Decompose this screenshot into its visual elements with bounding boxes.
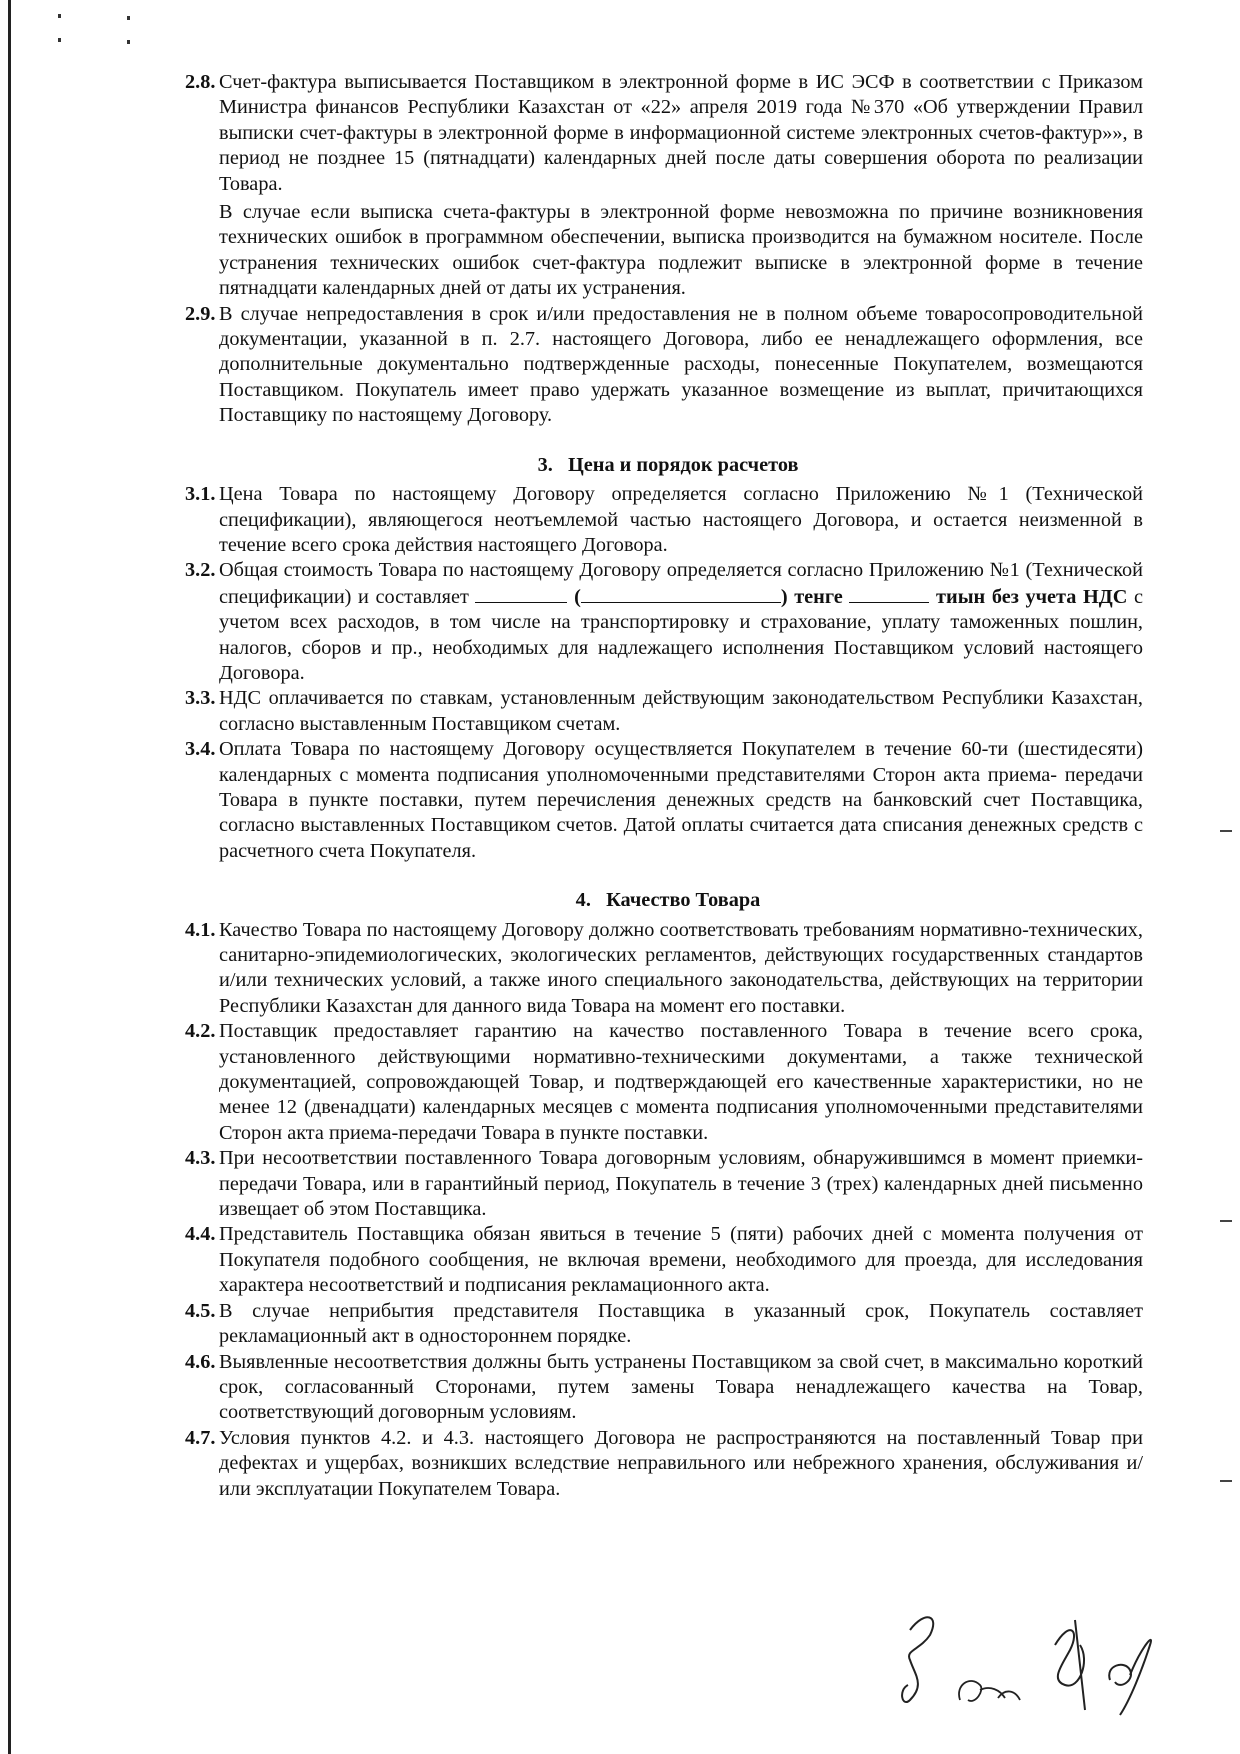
clause-number: 4.3. xyxy=(185,1147,216,1170)
clause-text: В случае если выписка счета-фактуры в электронной форме невозможна по причине возникновения технических ошибок в программном обеспечении, выписка производится на бумажном носителе. После устранения технических ошибок счет-фактура подлежит выписке в электронной форме в течение пятнадцати календарных дней от даты их устранения. xyxy=(219,201,1143,300)
tiyn-blank xyxy=(849,584,929,603)
clause-4-2 xyxy=(185,1019,1143,1146)
scan-mark xyxy=(1220,1220,1232,1222)
amount-words-blank xyxy=(581,584,781,603)
clause-2-9 xyxy=(185,302,1143,429)
scan-mark xyxy=(1220,1480,1232,1482)
clause-text-part: с учетом всех расходов, в том числе на транспортировку и страхование, уплату таможенных пошлин, налогов, сборов и пр., необходимых для надлежащего исполнения Поставщиком условий настоящего Договора. xyxy=(219,585,1143,684)
contract-text xyxy=(185,70,1143,1502)
scan-mark xyxy=(127,16,130,20)
clause-2-8 xyxy=(185,70,1143,302)
clause-3-2 xyxy=(185,558,1143,686)
scan-mark xyxy=(58,38,61,42)
handwritten-signatures xyxy=(880,1590,1180,1730)
clause-text: Выявленные несоответствия должны быть устранены Поставщиком за свой счет, в максимально короткий срок, согласованный Сторонами, путем замены Товара ненадлежащего качества на Товар, соответствующий договорным условиям. xyxy=(219,1350,1143,1424)
clause-number: 2.9. xyxy=(185,302,216,325)
clause-4-7 xyxy=(185,1426,1143,1502)
scan-mark xyxy=(58,14,61,18)
clause-number: 4.2. xyxy=(185,1020,216,1043)
clause-text: Поставщик предоставляет гарантию на качество поставленного Товара в течение всего срока, установленного действующими нормативно-техническими документами, а также технической документацией, сопровождающей Товар, и подтверждающей его качественные характеристики, но не менее 12 (двенадцати) календарных месяцев с момента подписания уполномоченными представителями Сторон акта приема-передачи Товара в пункте поставки. xyxy=(219,1020,1143,1144)
clause-text xyxy=(219,558,1143,686)
clause-4-3 xyxy=(185,1146,1143,1222)
section-heading-3: 3. Цена и порядок расчетов xyxy=(537,453,799,476)
clause-3-4 xyxy=(185,737,1143,864)
clause-text: Цена Товара по настоящему Договору определяется согласно Приложению №1 (Технической спецификации), являющегося неотъемлемой частью настоящего Договора, и остается неизменной в течение всего срока действия настоящего Договора. xyxy=(219,483,1143,556)
clause-number: 3.3. xyxy=(185,687,216,710)
clause-number: 4.7. xyxy=(185,1426,216,1449)
clause-4-4 xyxy=(185,1222,1143,1298)
clause-number: 4.4. xyxy=(185,1223,216,1246)
clause-number: 3.1. xyxy=(185,483,216,506)
clause-4-6 xyxy=(185,1350,1143,1426)
clause-text: Оплата Товара по настоящему Договору осуществляется Покупателем в течение 60-ти (шестидесяти) календарных с момента подписания уполномоченными представителями Сторон акта приема- передачи Товара в пункте поставки, путем перечисления денежных средств на банковский счет Поставщика, согласно выставленных Поставщиком счетов. Датой оплаты считается дата списания денежных средств с расчетного счета Покупателя. xyxy=(219,738,1143,862)
clause-text: Счет-фактура выписывается Поставщиком в электронной форме в ИС ЭСФ в соответствии с Приказом Министра финансов Республики Казахстан от «22» апреля 2019 года №370 «Об утверждении Правил выписки счет-фактуры в электронной форме в информационной системе электронных счетов-фактур»», в период не позднее 15 (пятнадцати) календарных дней после даты совершения оборота по реализации Товара. xyxy=(219,71,1143,195)
clause-3-3 xyxy=(185,686,1143,737)
clause-text: НДС оплачивается по ставкам, установленным действующим законодательством Республики Казахстан, согласно выставленным Поставщиком счетам. xyxy=(219,687,1143,735)
clause-number: 2.8. xyxy=(185,71,216,93)
currency-label: ) тенге xyxy=(780,585,843,608)
scan-margin-line xyxy=(8,0,11,1754)
clause-text: В случае непредоставления в срок и/или предоставления не в полном объеме товаросопроводительной документации, указанной в п. 2.7. настоящего Договора, либо ее ненадлежащего оформления, все дополнительные документально подтвержденные расходы, понесенные Покупателем, возмещаются Поставщиком. Покупатель имеет право удержать указанное возмещение из выплат, причитающихся Поставщику по настоящему Договору. xyxy=(219,302,1143,427)
clause-text: При несоответствии поставленного Товара договорным условиям, обнаружившимся в момент приемки-передачи Товара, или в гарантийный период, Покупатель в течение 3 (трех) календарных дней письменно извещает об этом Поставщика. xyxy=(219,1147,1143,1221)
amount-blank xyxy=(475,584,567,603)
clause-4-1 xyxy=(185,918,1143,1020)
scan-mark xyxy=(1220,830,1232,832)
clause-number: 4.6. xyxy=(185,1350,216,1373)
clause-number: 3.2. xyxy=(185,559,216,582)
paren-open: ( xyxy=(574,585,581,608)
clause-number: 4.5. xyxy=(185,1299,216,1322)
clause-number: 4.1. xyxy=(185,918,216,941)
clause-number: 3.4. xyxy=(185,738,216,761)
section-heading-4: 4. Качество Товара xyxy=(575,889,761,912)
clause-text: В случае неприбытия представителя Поставщика в указанный срок, Покупатель составляет рекламационный акт в одностороннем порядке. xyxy=(219,1299,1143,1348)
clause-text: Представитель Поставщика обязан явиться в течение 5 (пяти) рабочих дней с момента получения от Покупателя подобного сообщения, не включая времени, необходимого для проезда, для исследования характера несоответствий и подписания рекламационного акта. xyxy=(219,1223,1143,1297)
clause-3-1 xyxy=(185,482,1143,558)
clause-4-5 xyxy=(185,1299,1143,1350)
scan-mark xyxy=(127,40,130,44)
vat-note: тиын без учета НДС xyxy=(936,585,1128,608)
clause-text-part: Общая стоимость Товара по настоящему Договору определяется согласно Приложению №1 (Технической спецификации) и составляет xyxy=(219,559,1143,608)
clause-text: Качество Товара по настоящему Договору должно соответствовать требованиям нормативно-технических, санитарно-эпидемиологических, экологических регламентов, действующих государственных стандартов и/или технических условий, а также иного специального законодательства, действующих на территории Республики Казахстан для данного вида Товара на момент его поставки. xyxy=(219,918,1143,1017)
clause-text: Условия пунктов 4.2. и 4.3. настоящего Договора не распространяются на поставленный Товар при дефектах и ущербах, возникших вследствие неправильного или небрежного хранения, обслуживания и/или эксплуатации Покупателем Товара. xyxy=(219,1426,1143,1500)
